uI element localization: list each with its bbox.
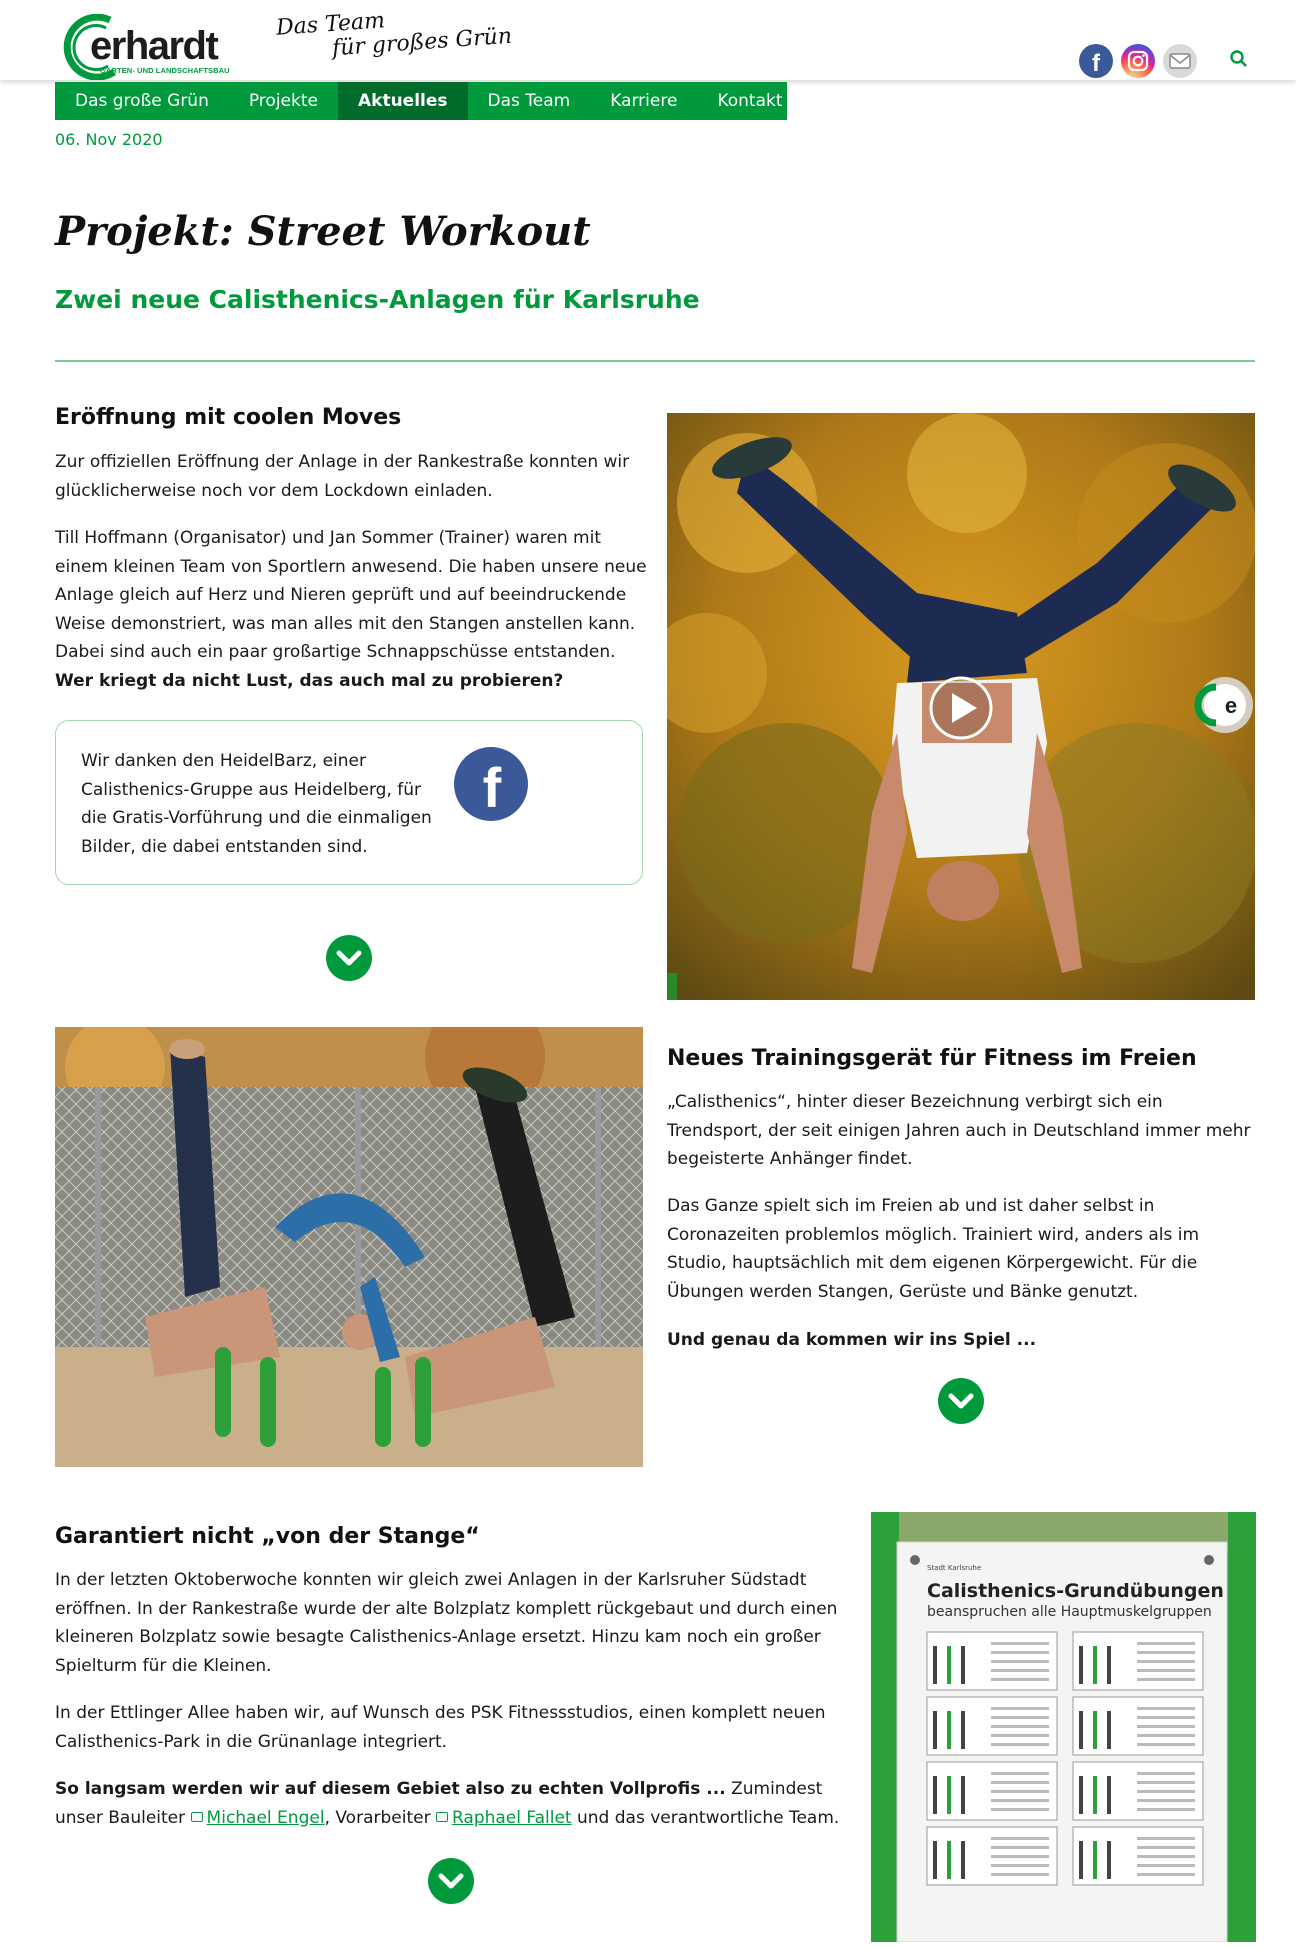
sign-card-text-line (1137, 1772, 1195, 1775)
sign-card-figure (1079, 1646, 1083, 1684)
sign-card-figure (1107, 1841, 1111, 1879)
sign-card-text-line (991, 1873, 1049, 1876)
sign-card-text-line (1137, 1855, 1195, 1858)
sign-card-text-line (991, 1772, 1049, 1775)
sign-card-text-line (1137, 1669, 1195, 1672)
logo-subtitle: GARTEN- UND LANDSCHAFTSBAU (100, 66, 230, 75)
facebook-icon[interactable] (454, 747, 528, 821)
article-date: 06. Nov 2020 (55, 130, 163, 149)
divider (55, 360, 1255, 362)
sign-card-text-line (991, 1660, 1049, 1663)
sign-subtitle: beanspruchen alle Hauptmuskelgruppen (927, 1604, 1212, 1620)
scroll-down-button[interactable] (938, 1378, 984, 1424)
sign-card-figure (933, 1841, 937, 1879)
page-subtitle: Zwei neue Calisthenics-Anlagen für Karlsruhe (55, 285, 700, 314)
link-michael-engel[interactable]: Michael Engel (206, 1807, 325, 1828)
sign-card-figure (947, 1841, 951, 1879)
sign-card-text-line (1137, 1846, 1195, 1849)
nav-item-projekte[interactable]: Projekte (248, 91, 318, 111)
search-icon[interactable] (1228, 48, 1250, 70)
sign-card-text-line (991, 1669, 1049, 1672)
sign-card-text-line (991, 1864, 1049, 1867)
section3-heading: Garantiert nicht „von der Stange“ (55, 1524, 480, 1549)
svg-text:f: f (482, 756, 502, 819)
section2-paragraph-1: „Calisthenics“, hinter dieser Bezeichnung verbirgt sich ein Trendsport, der seit einigen Jahren auch in Deutschland immer mehr begeisterte Anhänger findet. (667, 1092, 1251, 1169)
section1-paragraph-2: Till Hoffmann (Organisator) und Jan Sommer (Trainer) waren mit einem kleinen Team von Sportlern anwesend. Die haben unsere neue Anlage gleich auf Herz und Nieren geprüft und auf beeindruckende Weise demonstriert, was man alles mit den Stangen anstellen kann. Dabei sind auch ein paar großartige Schnappschüsse entstanden. Wer kriegt da nicht Lust, das auch mal zu probieren? (55, 528, 647, 691)
sign-card-text-line (991, 1716, 1049, 1719)
sign-card-figure (1093, 1841, 1097, 1879)
sign-card-text-line (991, 1855, 1049, 1858)
sign-card-text-line (991, 1846, 1049, 1849)
sign-card-text-line (991, 1799, 1049, 1802)
logo-text: erhardt (90, 24, 218, 68)
sign-card-text-line (1137, 1781, 1195, 1784)
sign-card-figure (1093, 1711, 1097, 1749)
sign-card-figure (933, 1711, 937, 1749)
chevron-down-icon (428, 1858, 474, 1904)
sign-card-figure (1093, 1776, 1097, 1814)
sign-card-text-line (1137, 1725, 1195, 1728)
calisthenics-sign-photo[interactable] (871, 1512, 1256, 1942)
sign-card-text-line (991, 1725, 1049, 1728)
nav-item-das-team[interactable]: Das Team (487, 91, 571, 111)
sign-card-figure (933, 1776, 937, 1814)
sign-card-text-line (991, 1651, 1049, 1654)
sign-card-text-line (991, 1790, 1049, 1793)
sign-card-figure (1107, 1776, 1111, 1814)
sign-card-text-line (1137, 1707, 1195, 1710)
sign-card-text-line (991, 1808, 1049, 1811)
page-title: Projekt: Street Workout (55, 208, 591, 255)
sign-card-text-line (1137, 1734, 1195, 1737)
sign-card-figure (961, 1711, 965, 1749)
sign-card-text-line (991, 1743, 1049, 1746)
nav-item-kontakt[interactable]: Kontakt (717, 91, 783, 111)
instagram-icon[interactable] (1121, 44, 1155, 78)
handstand-photo[interactable] (667, 413, 1255, 1000)
sign-card-figure (961, 1646, 965, 1684)
svg-text:f: f (1092, 50, 1100, 77)
sign-card-text-line (1137, 1837, 1195, 1840)
sign-card-text-line (991, 1734, 1049, 1737)
sign-card-text-line (1137, 1873, 1195, 1876)
sign-card-text-line (1137, 1743, 1195, 1746)
thanks-box (55, 720, 643, 885)
facebook-icon[interactable] (1079, 44, 1113, 78)
nav-item-karriere[interactable]: Karriere (610, 91, 678, 111)
sign-title: Calisthenics-Grundübungen (927, 1580, 1224, 1602)
sign-card-text-line (1137, 1864, 1195, 1867)
external-link-icon (191, 1812, 203, 1822)
chevron-down-icon (326, 935, 372, 981)
nav-item-das-grosse-gruen[interactable]: Das große Grün (75, 91, 209, 111)
sign-card-text-line (991, 1781, 1049, 1784)
sign-card-figure (961, 1776, 965, 1814)
mail-icon[interactable] (1163, 44, 1197, 78)
sign-card-text-line (1137, 1678, 1195, 1681)
sign-card-text-line (991, 1707, 1049, 1710)
section2-paragraph-2: Das Ganze spielt sich im Freien ab und ist daher selbst in Coronazeiten problemlos möglich. Trainiert wird, anders als im Studio, hauptsächlich mit dem eigenen Körpergewicht. Für die Übungen werden Stangen, Gerüste und Bänke genutzt. (667, 1196, 1200, 1302)
sign-card-figure (947, 1711, 951, 1749)
sign-card-text-line (1137, 1790, 1195, 1793)
section2-paragraph-3-bold: Und genau da kommen wir ins Spiel ... (667, 1330, 1037, 1350)
scroll-down-button[interactable] (428, 1858, 474, 1904)
chevron-down-icon (938, 1378, 984, 1424)
sign-card-text-line (1137, 1651, 1195, 1654)
nav-item-aktuelles[interactable]: Aktuelles (338, 82, 468, 120)
sign-card-text-line (991, 1678, 1049, 1681)
section1-paragraph-2-bold: Wer kriegt da nicht Lust, das auch mal zu probieren? (55, 670, 564, 691)
sign-card-figure (1093, 1646, 1097, 1684)
link-raphael-fallet[interactable]: Raphael Fallet (451, 1807, 572, 1828)
sign-card-figure (933, 1646, 937, 1684)
section3-paragraph-2: In der Ettlinger Allee haben wir, auf Wunsch des PSK Fitnessstudios, einen komplett neuen Calisthenics-Park in die Grünanlage integriert. (55, 1703, 826, 1752)
tagline-line-1: Das Team (275, 8, 386, 41)
tagline-line-2: für großes Grün (331, 23, 513, 62)
main-nav (55, 82, 787, 120)
section1-paragraph-1: Zur offiziellen Eröffnung der Anlage in der Rankestraße konnten wir glücklicherweise noch vor dem Lockdown einladen. (55, 452, 630, 501)
logo[interactable] (62, 14, 252, 84)
sign-card-text-line (1137, 1642, 1195, 1645)
sign-card-figure (1107, 1646, 1111, 1684)
group-workout-photo[interactable] (55, 1027, 643, 1467)
sign-card-text-line (991, 1837, 1049, 1840)
section3-paragraph-1: In der letzten Oktoberwoche konnten wir gleich zwei Anlagen in der Karlsruher Südstadt eröffnen. In der Rankestraße wurde der alte Bolzplatz komplett rückgebaut und durch einen kleineren Bolzplatz sowie besagte Calisthenics-Anlage ersetzt. Hinzu kam noch ein großer Spielturm für die Kleinen. (55, 1570, 838, 1676)
section3-paragraph-3-bold: So langsam werden wir auf diesem Gebiet also zu echten Vollprofis ... (55, 1779, 726, 1799)
sign-card-text-line (1137, 1660, 1195, 1663)
sign-card-figure (1079, 1711, 1083, 1749)
sign-card-figure (1107, 1711, 1111, 1749)
section1-heading: Eröffnung mit coolen Moves (55, 405, 402, 430)
site-header (0, 0, 1296, 80)
tagline (276, 10, 516, 70)
sign-card-figure (1079, 1776, 1083, 1814)
section3-paragraph-3: So langsam werden wir auf diesem Gebiet also zu echten Vollprofis ... Zumindest unser Bauleiter Michael Engel, Vorarbeiter Raphael Fallet und das verantwortliche Team. (55, 1779, 840, 1828)
thanks-box-text: Wir danken den HeidelBarz, einer Calisthenics-Gruppe aus Heidelberg, für die Gratis-Vorführung und die einmaligen Bilder, die dabei entstanden sind. (81, 751, 432, 857)
section2-heading: Neues Trainingsgerät für Fitness im Freien (667, 1046, 1197, 1071)
sign-card-figure (947, 1776, 951, 1814)
sign-card-text-line (1137, 1799, 1195, 1802)
sign-small-text: Stadt Karlsruhe (927, 1564, 982, 1572)
sign-card-figure (1079, 1841, 1083, 1879)
scroll-down-button[interactable] (326, 935, 372, 981)
sign-card-text-line (1137, 1808, 1195, 1811)
sign-card-figure (961, 1841, 965, 1879)
section2-paragraph-3 (667, 1326, 1259, 1355)
external-link-icon (436, 1812, 448, 1822)
sign-card-text-line (991, 1642, 1049, 1645)
sign-card-text-line (1137, 1716, 1195, 1719)
sign-card-figure (947, 1646, 951, 1684)
svg-text:e: e (1224, 693, 1238, 718)
